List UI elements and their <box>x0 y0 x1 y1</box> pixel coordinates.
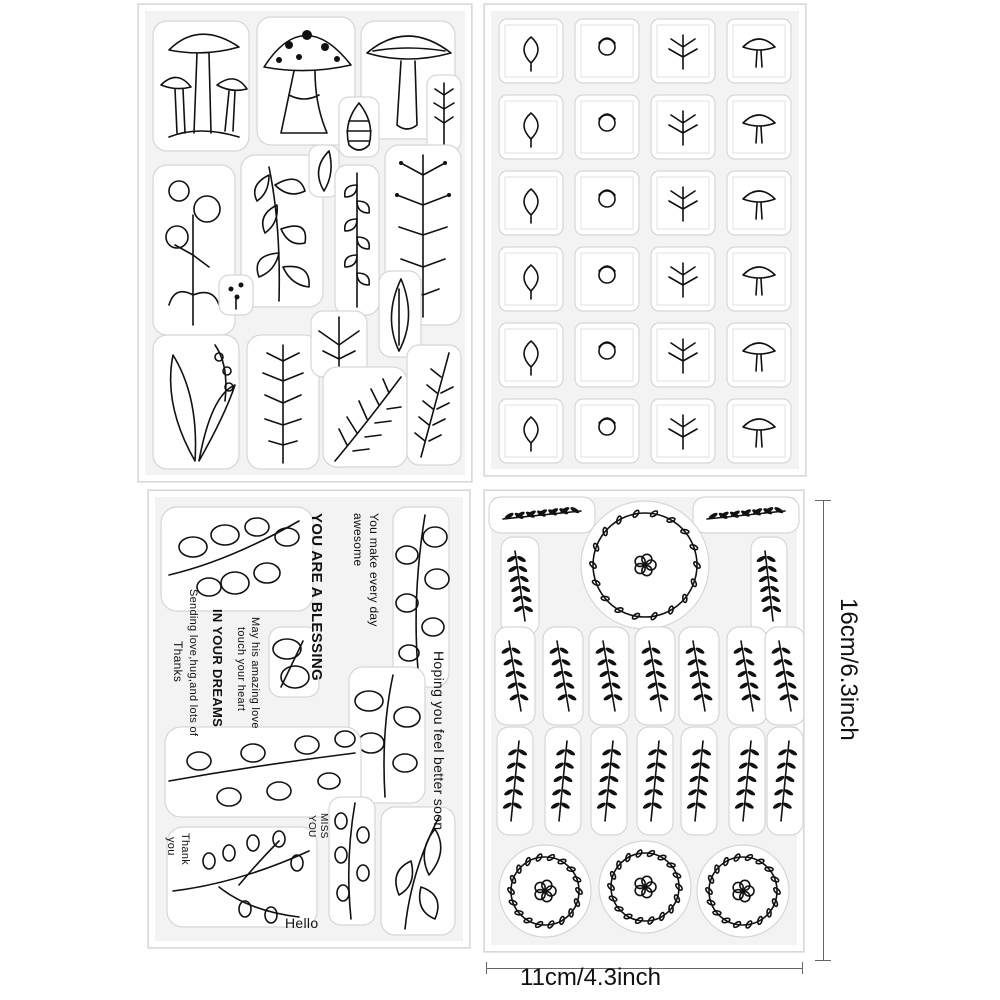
sentiment-touch-your-heart: touch your heart <box>235 627 247 712</box>
leaf-branch-icon <box>681 727 717 835</box>
leaf-branch-icon <box>765 627 803 725</box>
leaf-wreath-icon <box>581 501 709 629</box>
sentiment-thank: Thank <box>179 833 191 866</box>
leaf-wreath-icon <box>697 845 789 937</box>
leaf-branch-icon <box>729 727 765 835</box>
botanical-tile-icon <box>651 399 715 463</box>
height-dimension-tick-top <box>815 500 831 501</box>
botanical-tile-icon <box>727 95 791 159</box>
botanical-tile-icon <box>575 171 639 235</box>
botanical-tile-icon <box>651 323 715 387</box>
sentiment-you-are-a-blessing: YOU ARE A BLESSING <box>308 513 325 681</box>
seed-stem-icon <box>329 797 375 925</box>
sentiment-you-make-every-day: You make every day <box>367 513 381 627</box>
width-dimension-label: 11cm/4.3inch <box>520 964 661 991</box>
botanical-tile-icon <box>727 171 791 235</box>
botanical-tile-icon <box>575 399 639 463</box>
botanical-tile-icon <box>499 19 563 83</box>
wreath-branch-stamps <box>485 491 803 951</box>
sentiment-hello: Hello <box>285 915 319 931</box>
pinecone-icon <box>339 97 379 157</box>
leaf-branch-icon <box>489 497 595 533</box>
feather-leaf-icon <box>379 271 421 357</box>
botanical-tile-icon <box>499 171 563 235</box>
leaf-wreath-icon <box>499 845 591 937</box>
sentiment-sending-love: Sending love,hug,and lots of <box>187 589 199 737</box>
eucalyptus-stem-icon <box>335 165 379 315</box>
botanical-tile-icon <box>727 399 791 463</box>
stamp-sheet-tile-grid <box>484 4 806 476</box>
leafy-sprig-icon <box>247 335 319 469</box>
botanical-tile-icon <box>575 95 639 159</box>
eucalyptus-branch-top-icon <box>161 507 313 611</box>
small-sprig-icon <box>427 75 461 151</box>
botanical-tile-grid <box>485 5 805 475</box>
leaf-branch-icon <box>589 627 629 725</box>
leaf-branch-icon <box>679 627 719 725</box>
botanical-tile-icon <box>727 247 791 311</box>
leaf-branch-icon <box>495 627 535 725</box>
leaf-branch-icon <box>501 537 539 635</box>
leaf-branch-icon <box>497 727 533 835</box>
botanical-tile-icon <box>727 19 791 83</box>
mushroom-cluster-icon <box>153 21 249 151</box>
height-dimension-tick-bottom <box>815 960 831 961</box>
botanical-tile-icon <box>499 399 563 463</box>
height-dimension-line <box>823 500 824 960</box>
leaf-branch-icon <box>637 727 673 835</box>
sentiment-awesome: awesome <box>351 513 365 567</box>
botanical-tile-icon <box>727 323 791 387</box>
leaf-wreath-icon <box>599 841 691 933</box>
height-dimension-label: 16cm/6.3inch <box>835 598 862 741</box>
fern-icon <box>323 367 407 467</box>
leaf-branch-icon <box>543 627 583 725</box>
width-dimension-tick-right <box>802 962 803 974</box>
botanical-tile-icon <box>499 247 563 311</box>
sentiment-miss: MISS <box>318 813 329 839</box>
botanical-tile-icon <box>575 19 639 83</box>
width-dimension-tick-left <box>486 962 487 974</box>
leaf-branch-icon <box>635 627 675 725</box>
mushroom-botanical-stamps <box>139 5 471 481</box>
stamp-sheet-sentiments <box>148 490 470 948</box>
sentiment-in-your-dreams: IN YOUR DREAMS <box>210 609 225 728</box>
berry-sprig-icon <box>219 275 253 315</box>
sentiment-thanks: Thanks <box>171 641 185 683</box>
sentiment-thank-you: you <box>165 837 177 856</box>
botanical-tile-icon <box>499 323 563 387</box>
sentiment-may-his-love: May his amazing love <box>249 617 261 729</box>
lily-of-valley-icon <box>153 335 239 469</box>
stamp-sheet-mushrooms <box>138 4 472 482</box>
leaf-branch-icon <box>693 497 799 533</box>
botanical-tile-icon <box>651 171 715 235</box>
leaf-branch-icon <box>545 727 581 835</box>
botanical-tile-icon <box>651 247 715 311</box>
stamp-sheet-wreaths <box>484 490 804 952</box>
botanical-tile-icon <box>575 323 639 387</box>
botanical-tile-icon <box>575 247 639 311</box>
sentiment-hoping: Hoping you feel better soon <box>431 651 447 831</box>
leaf-branch-icon <box>591 727 627 835</box>
botanical-tile-icon <box>651 19 715 83</box>
botanical-tile-icon <box>499 95 563 159</box>
sentiment-miss-you: YOU <box>306 815 317 838</box>
leaf-branch-icon <box>727 627 767 725</box>
leaf-branch-icon <box>767 727 803 835</box>
leaf-branch-icon <box>751 537 787 635</box>
botanical-tile-icon <box>651 95 715 159</box>
rosemary-sprig-icon <box>407 345 461 465</box>
